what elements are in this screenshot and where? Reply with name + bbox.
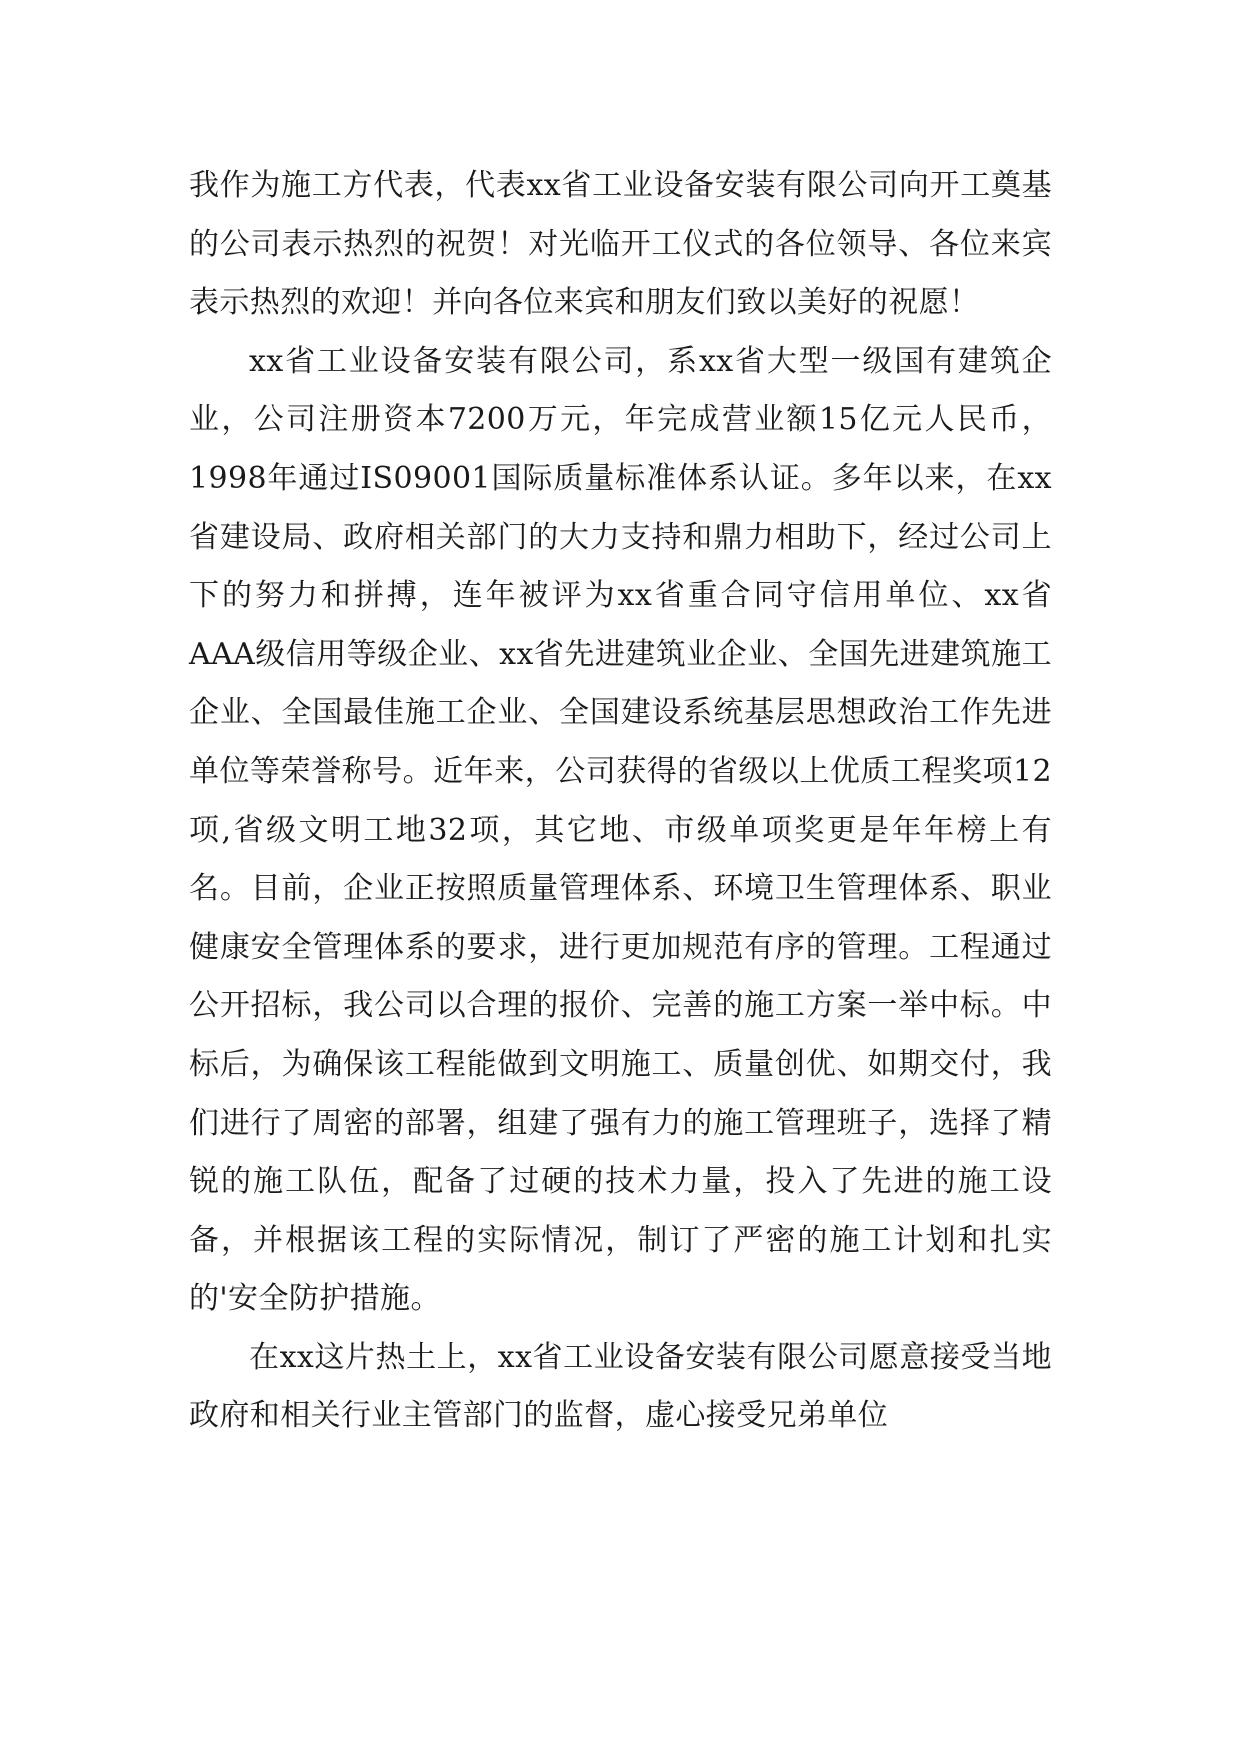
document-body — [189, 157, 1052, 1446]
paragraph-company-profile: xx省工业设备安装有限公司，系xx省大型一级国有建筑企业，公司注册资本7200万元，年完成营业额15亿元人民币，1998年通过IS09001国际质量标准体系认证。多年以来，在xx省建设局、政府相关部门的大力支持和鼎力相助下，经过公司上下的努力和拼搏，连年被评为xx省重合同守信用单位、xx省AAA级信用等级企业、xx省先进建筑业企业、全国先进建筑施工企业、全国最佳施工企业、全国建设系统基层思想政治工作先进单位等荣誉称号。近年来，公司获得的省级以上优质工程奖项12项,省级文明工地32项，其它地、市级单项奖更是年年榜上有名。目前，企业正按照质量管理体系、环境卫生管理体系、职业健康安全管理体系的要求，进行更加规范有序的管理。工程通过公开招标，我公司以合理的报价、完善的施工方案一举中标。中标后，为确保该工程能做到文明施工、质量创优、如期交付，我们进行了周密的部署，组建了强有力的施工管理班子，选择了精锐的施工队伍，配备了过硬的技术力量，投入了先进的施工设备，并根据该工程的实际情况，制订了严密的施工计划和扎实的'安全防护措施。 — [189, 343, 1052, 1317]
paragraph-commitment: 在xx这片热土上，xx省工业设备安装有限公司愿意接受当地政府和相关行业主管部门的监督，虚心接受兄弟单位 — [189, 1339, 1052, 1434]
paragraph-greeting: 我作为施工方代表，代表xx省工业设备安装有限公司向开工奠基的公司表示热烈的祝贺！对光临开工仪式的各位领导、各位来宾表示热烈的欢迎！并向各位来宾和朋友们致以美好的祝愿！ — [189, 168, 1052, 321]
